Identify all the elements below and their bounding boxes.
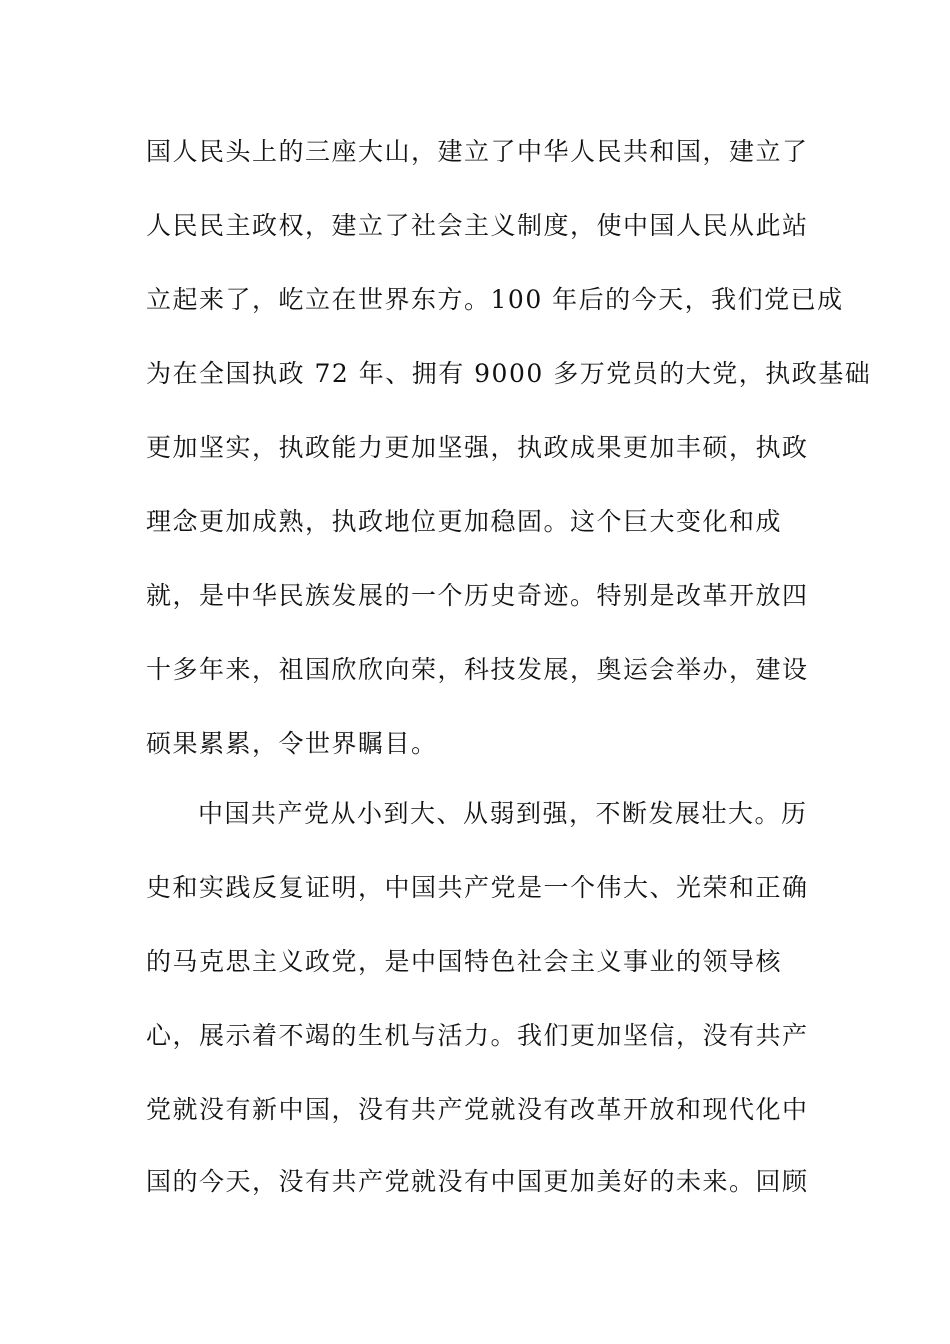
text-line: 更加坚实，执政能力更加坚强，执政成果更加丰硕，执政: [146, 433, 809, 462]
text-line: 就，是中华民族发展的一个历史奇迹。特别是改革开放四: [146, 581, 809, 610]
text-line: 史和实践反复证明，中国共产党是一个伟大、光荣和正确: [146, 873, 809, 902]
text-line: 国人民头上的三座大山，建立了中华人民共和国，建立了: [146, 137, 809, 166]
text-line: 党就没有新中国，没有共产党就没有改革开放和现代化中: [146, 1095, 809, 1124]
text-line: 十多年来，祖国欣欣向荣，科技发展，奥运会举办，建设: [146, 655, 809, 684]
text-line: 为在全国执政 72 年、拥有 9000 多万党员的大党，执政基础: [146, 359, 872, 388]
text-line: 国的今天，没有共产党就没有中国更加美好的未来。回顾: [146, 1167, 809, 1196]
text-line: 人民民主政权，建立了社会主义制度，使中国人民从此站: [146, 211, 809, 240]
text-line: 立起来了，屹立在世界东方。100 年后的今天，我们党已成: [146, 285, 844, 314]
text-line: 理念更加成熟，执政地位更加稳固。这个巨大变化和成: [146, 507, 783, 536]
paragraph-first-line: 中国共产党从小到大、从弱到强，不断发展壮大。历: [198, 799, 808, 828]
text-line: 心，展示着不竭的生机与活力。我们更加坚信，没有共产: [146, 1021, 809, 1050]
text-line: 的马克思主义政党，是中国特色社会主义事业的领导核: [146, 947, 783, 976]
text-line: 硕果累累，令世界瞩目。: [146, 729, 438, 758]
